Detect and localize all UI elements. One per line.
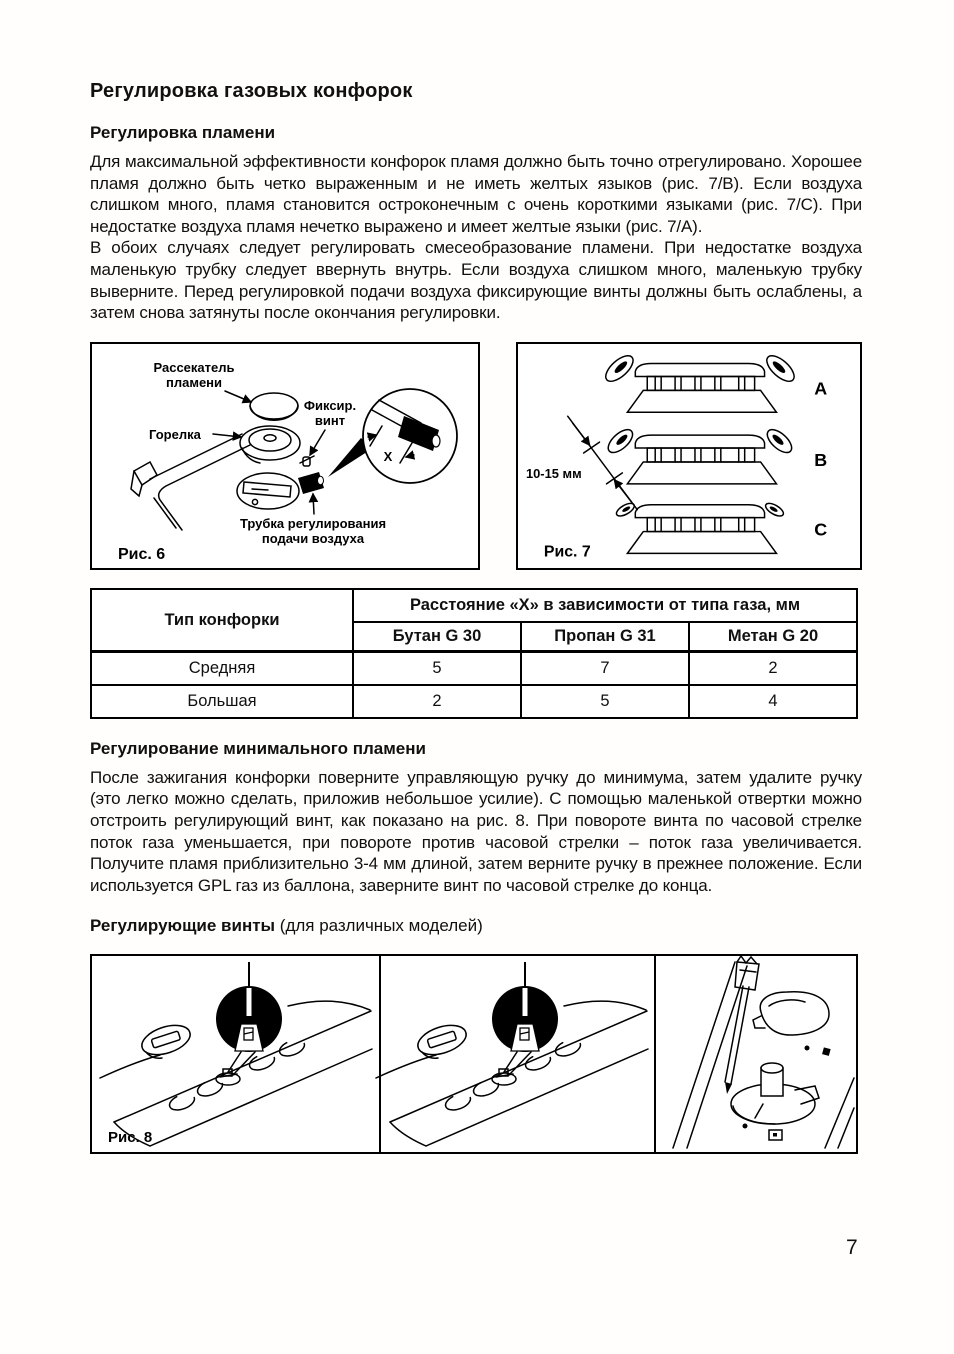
page-title: Регулировка газовых конфорок bbox=[90, 80, 413, 102]
air-tube-label-line1: Трубка регулирования bbox=[239, 515, 387, 531]
paragraph-flame-quality: Для максимальной эффективности конфорок пламя должно быть точно отрегулировано. Хорошее пламя должно быть четко выраженным и не иметь желтых языков (рис. 7/B). Если воздуха слишком много, пламя становится остроконечным с очень короткими языками (рис. 7/C). При недостатке воздуха пламя нечетко выражено и имеет желтые языки (рис. 7/A). bbox=[90, 152, 862, 236]
figure-8-adjusting-screws bbox=[90, 954, 858, 1154]
paragraph-mixture-adjustment: В обоих случаях следует регулировать смесеобразование пламени. При недостатке воздуха маленькую трубку следует ввернуть внутрь. Если воздуха слишком много, маленькую трубку выверните. Перед регулировкой подачи воздуха фиксирующие винты должны быть ослаблены, а затем снова затянуты после окончания регулировки. bbox=[90, 238, 862, 323]
table-header-methane: Метан G 20 bbox=[689, 622, 857, 652]
paragraph-minimum-flame: После зажигания конфорки поверните управляющую ручку до минимума, затем удалите ручку (это легко можно сделать, приложив небольшое усилие). С помощью маленькой отвертки можно отстроить регулирующий винт, как показано на рис. 8. При повороте винта по часовой стрелке поток газа уменьшается, при повороте против часовой стрелки – поток газа увеличивается. Получите пламя приблизительно 3-4 мм длиной, затем верните ручку в прежнее положение. Если используется GPL газ из баллона, заверните винт по часовой стрелке до конца. bbox=[90, 767, 862, 895]
section-heading-minimum-flame: Регулирование минимального пламени bbox=[90, 738, 426, 758]
burner-flame-b bbox=[604, 425, 795, 483]
figure-8-caption: Рис. 8 bbox=[108, 1129, 153, 1147]
figure-6-caption: Рис. 6 bbox=[118, 545, 166, 563]
flame-icon bbox=[763, 351, 799, 385]
flame-spreader-label-line2: пламени bbox=[165, 374, 223, 390]
distance-x-table bbox=[90, 588, 858, 719]
table-cell: Большая bbox=[91, 685, 353, 718]
control-panel-screw-variant-1 bbox=[100, 962, 372, 1146]
table-cell: 2 bbox=[353, 685, 521, 718]
gas-nozzle bbox=[298, 472, 324, 494]
table-row-medium-burner bbox=[91, 652, 857, 685]
heading-normal-part: (для различных моделей) bbox=[275, 916, 483, 936]
flame-length-dimension bbox=[526, 416, 637, 509]
flame-icon bbox=[764, 501, 786, 519]
figure-7-caption: Рис. 7 bbox=[543, 543, 591, 561]
figures-row bbox=[90, 342, 862, 570]
page-content bbox=[90, 0, 862, 1154]
control-panel-screw-variant-2 bbox=[376, 962, 648, 1146]
section-heading-adjusting-screws bbox=[90, 916, 862, 936]
table-cell: 7 bbox=[521, 652, 689, 685]
fixing-screw-part bbox=[300, 456, 314, 466]
fixing-screw-label-line1: Фиксир. bbox=[303, 397, 357, 413]
fixing-screw-label-line2: винт bbox=[314, 412, 346, 428]
table-cell: 5 bbox=[353, 652, 521, 685]
dimension-x-label: X bbox=[383, 448, 393, 464]
table-header-butane: Бутан G 30 bbox=[353, 622, 521, 652]
flame-icon bbox=[602, 351, 638, 385]
table-cell: 2 bbox=[689, 652, 857, 685]
air-adjustment-tube bbox=[237, 473, 299, 509]
table-cell: Средняя bbox=[91, 652, 353, 685]
page-number: 7 bbox=[846, 1236, 858, 1259]
dimension-value-label: 10-15 мм bbox=[525, 465, 582, 481]
pan-support-arm bbox=[131, 434, 250, 530]
valve-body-screw-variant-3 bbox=[673, 956, 854, 1148]
adjusting-screws-diagram bbox=[92, 956, 856, 1152]
flame-type-a-label: A bbox=[814, 378, 828, 399]
burner-label: Горелка bbox=[149, 426, 201, 442]
table-cell: 5 bbox=[521, 685, 689, 718]
burner-flame-a bbox=[602, 351, 799, 412]
table-header-propane: Пропан G 31 bbox=[521, 622, 689, 652]
flame-spreader-label-line1: Рассекатель bbox=[153, 359, 235, 375]
figure-6-burner-exploded-view bbox=[90, 342, 480, 570]
flame-type-c-label: C bbox=[814, 519, 828, 540]
flame-spreader-cap bbox=[250, 393, 298, 420]
flame-icon bbox=[604, 425, 636, 456]
table-header-distance-span: Расстояние «X» в зависимости от типа газа, мм bbox=[353, 589, 857, 622]
table-header-burner-type: Тип конфорки bbox=[91, 589, 353, 652]
figure-7-flame-types bbox=[516, 342, 862, 570]
flame-type-b-label: B bbox=[814, 449, 828, 470]
air-tube-label-line2: подачи воздуха bbox=[261, 530, 365, 546]
section-heading-flame-adjustment: Регулировка пламени bbox=[90, 123, 276, 142]
heading-bold-part: Регулирующие винты bbox=[90, 916, 276, 936]
burner-exploded-diagram bbox=[92, 344, 478, 568]
table-row-large-burner bbox=[91, 685, 857, 718]
flame-types-diagram bbox=[518, 344, 860, 568]
flame-icon bbox=[763, 425, 795, 456]
burner-ring bbox=[240, 426, 300, 463]
table-cell: 4 bbox=[689, 685, 857, 718]
magnifier-detail bbox=[363, 389, 457, 483]
burner-flame-c bbox=[615, 501, 786, 554]
